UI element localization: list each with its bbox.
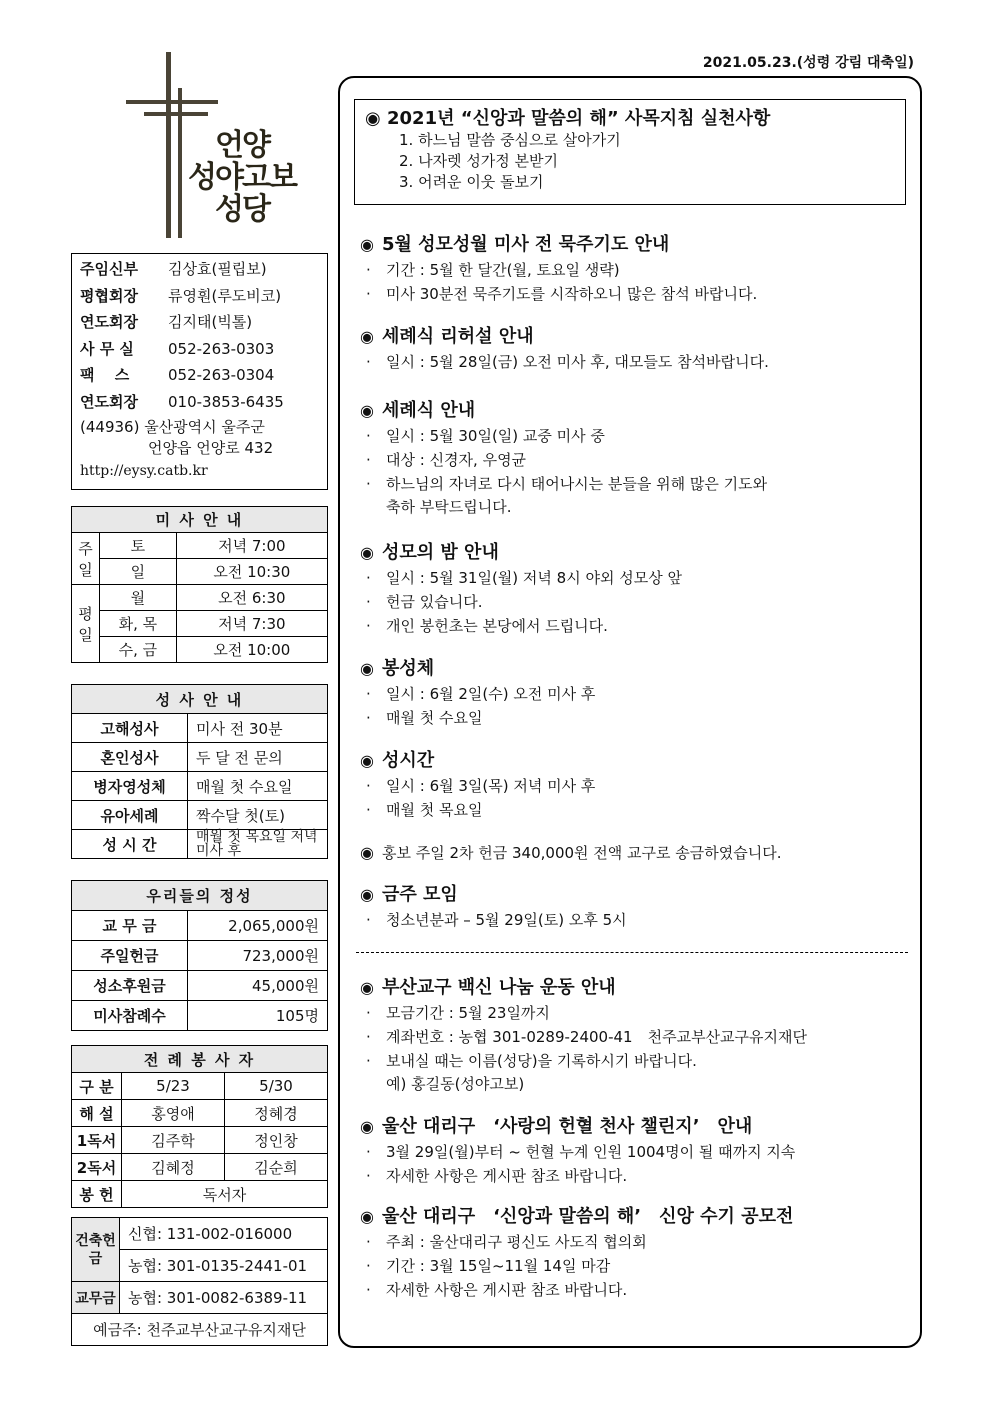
notice-item-continued: 예) 홍길동(성야고보) [386,1075,525,1093]
sacrament-key: 유아세례 [72,801,188,830]
server-name: 김순희 [225,1154,328,1181]
notice-title: 홍보 주일 2차 헌금 340,000원 전액 교구로 송금하였습니다. [381,844,782,862]
notice-item-text: 개인 봉헌초는 본당에서 드립니다. [386,617,608,635]
notice-title: 봉성체 [381,658,435,679]
info-key: 주임신부 [80,260,138,278]
marker-icon: ◉ [360,978,374,997]
sacrament-value: 매월 첫 수요일 [188,772,328,801]
bullet-icon: · [366,709,371,727]
notice-item [360,448,910,472]
notice-item-continued: 축하 부탁드립니다. [386,498,512,516]
address-line-2: 언양읍 언양로 432 [148,439,274,457]
guideline-item: 2. 나자렛 성가정 본받기 [399,152,559,170]
cross-icon [166,52,171,238]
bullet-icon: · [366,911,371,929]
offering-key: 성소후원금 [72,971,188,1001]
servers-role: 2독서 [72,1154,122,1181]
info-value: 김지태(빅톨) [168,313,253,331]
notice-item [360,350,910,374]
server-name: 김혜정 [122,1154,225,1181]
notice-title: 울산 대리구 ‘사랑의 헌혈 천사 챌린지’ 안내 [381,1116,753,1137]
notice-item [360,472,910,496]
marker-icon: ◉ [360,327,374,346]
bullet-icon: · [366,617,371,635]
notice-item-text: 청소년분과 – 5월 29일(토) 오후 5시 [386,911,627,929]
sacrament-key: 성 시 간 [72,830,188,859]
marker-icon: ◉ [360,1207,374,1226]
notice-item [360,798,910,822]
notice-item-text: 보내실 때는 이름(성당)을 기록하시기 바랍니다. [386,1052,697,1070]
notice-item-text: 일시 : 5월 31일(월) 저녁 8시 야외 성모상 앞 [386,569,682,587]
mass-day: 토 [100,533,177,559]
sacrament-key: 병자영성체 [72,772,188,801]
notice-section [360,324,910,374]
notice-item [360,706,910,730]
account-key: 건축헌금 [72,1218,120,1282]
notice-item-text: 헌금 있습니다. [386,593,483,611]
notice-item [360,424,910,448]
parish-info [71,253,328,490]
notice-item-text: 계좌번호 : 농협 301-0289-2400-41 천주교부산교구유지재단 [386,1028,807,1046]
mass-schedule-table [71,506,328,663]
notice-item-text: 미사 30분전 묵주기도를 시작하오니 많은 참석 바랍니다. [386,285,758,303]
account-number: 농협: 301-0135-2441-01 [120,1250,328,1282]
server-name: 정인창 [225,1127,328,1154]
notice-item [360,1164,910,1188]
bullet-icon: · [366,801,371,819]
marker-icon: ◉ [360,235,374,254]
account-key: 교무금 [72,1282,120,1314]
mass-day: 일 [100,559,177,585]
marker-icon: ◉ [360,885,374,904]
notice-item-text: 모금기간 : 5월 23일까지 [386,1004,550,1022]
marker-icon: ◉ [360,401,374,420]
notice-section [360,840,910,866]
bullet-icon: · [366,777,371,795]
parish-logo [122,52,296,242]
notice-title: 성모의 밤 안내 [381,542,499,563]
account-owner: 예금주: 천주교부산교구유지재단 [72,1314,328,1346]
notice-item [360,258,910,282]
offering-value: 105명 [188,1001,328,1031]
info-value: 052-263-0303 [168,339,275,358]
offering-value: 2,065,000원 [188,911,328,941]
notice-item [360,614,910,638]
parish-name-3: 성당 [215,192,269,227]
notice-item-text: 매월 첫 수요일 [386,709,483,727]
sacrament-value: 미사 전 30분 [188,714,328,743]
notice-item-text: 자세한 사항은 게시판 참조 바랍니다. [386,1167,628,1185]
servers-head: 구 분 [72,1073,122,1100]
info-value: 류영훤(루도비코) [168,286,282,305]
website-link[interactable]: http://eysy.catb.kr [80,463,208,479]
sacrament-value: 두 달 전 문의 [188,743,328,772]
guideline-title: 2021년 “신앙과 말씀의 해” 사목지침 실천사항 [387,108,771,129]
guideline-item: 3. 어려운 이웃 돌보기 [399,173,544,191]
servers-head: 5/23 [122,1073,225,1100]
offering-title: 우리들의 정성 [72,881,328,911]
notice-item-text: 하느님의 자녀로 다시 태어나시는 분들을 위해 많은 기도와 [386,475,768,493]
mass-time: 오전 10:30 [176,559,327,585]
bulletin-date: 2021.05.23.(성령 강림 대축일) [702,55,914,71]
bullet-icon: · [366,1233,371,1251]
info-key: 연도회장 [80,313,138,331]
offering-value: 45,000원 [188,971,328,1001]
notice-title: 세례식 리허설 안내 [381,326,534,347]
address-line-1: (44936) 울산광역시 울주군 [80,418,265,436]
servers-role: 봉 헌 [72,1181,122,1208]
info-key: 평협회장 [80,286,138,305]
notice-section [360,540,910,638]
notice-item-text: 기간 : 3월 15일~11월 14일 마감 [386,1257,611,1275]
notice-section [360,656,910,730]
marker-icon: ◉ [360,843,374,862]
notice-item [360,774,910,798]
bullet-icon: · [366,593,371,611]
mass-time: 저녁 7:30 [176,611,327,637]
notice-item-text: 일시 : 6월 3일(목) 저녁 미사 후 [386,777,596,795]
account-table [71,1217,328,1346]
notice-title: 세례식 안내 [381,400,476,421]
bullet-icon: · [366,1028,371,1046]
notice-title: 성시간 [381,750,435,771]
bullet-icon: · [366,569,371,587]
mass-time: 저녁 7:00 [176,533,327,559]
sacrament-title: 성 사 안 내 [72,685,328,714]
servers-role: 1독서 [72,1127,122,1154]
sacrament-table [71,684,328,859]
info-key: 팩 스 [80,366,130,384]
notice-item [360,1049,910,1073]
notice-item-text: 일시 : 6월 2일(수) 오전 미사 후 [386,685,596,703]
notice-item [360,566,910,590]
notice-title: 금주 모임 [381,884,458,905]
notice-item [360,590,910,614]
notice-item [360,1230,910,1254]
notice-section [360,882,910,932]
offering-value: 723,000원 [188,941,328,971]
offering-table [71,880,328,1031]
notice-title: 울산 대리구 ‘신앙과 말씀의 해’ 신앙 수기 공모전 [381,1206,794,1227]
notice-section [360,1114,910,1188]
marker-icon: ◉ [360,543,374,562]
notice-title: 5월 성모성월 미사 전 묵주기도 안내 [381,234,670,255]
notice-section [360,975,910,1095]
servers-head: 5/30 [225,1073,328,1100]
offering-key: 주일헌금 [72,941,188,971]
account-number: 농협: 301-0082-6389-11 [120,1282,328,1314]
sacrament-key: 고해성사 [72,714,188,743]
server-name: 김주학 [122,1127,225,1154]
marker-icon: ◉ [360,659,374,678]
notice-item-text: 주최 : 울산대리구 평신도 사도직 협의회 [386,1233,647,1251]
bullet-icon: · [366,475,371,493]
bullet-icon: · [366,1167,371,1185]
marker-icon: ◉ [365,108,381,129]
mass-time: 오전 10:00 [176,637,327,663]
notice-section [360,748,910,822]
notice-title: 부산교구 백신 나눔 운동 안내 [381,977,616,998]
bullet-icon: · [366,1281,371,1299]
mass-day: 화, 목 [100,611,177,637]
notice-item-text: 매월 첫 목요일 [386,801,483,819]
liturgy-servers-table [71,1045,328,1208]
notice-item [360,1140,910,1164]
bullet-icon: · [366,1004,371,1022]
notice-item [360,908,910,932]
info-value: 052-263-0304 [168,366,275,384]
info-key: 연도회장 [80,392,138,411]
sunday-label: 주일 [72,533,100,585]
server-name: 정혜경 [225,1100,328,1127]
notice-item [360,1025,910,1049]
bullet-icon: · [366,261,371,279]
cross-bar [126,100,218,104]
guideline-item: 1. 하느님 말씀 중심으로 살아가기 [399,131,621,149]
mass-day: 월 [100,585,177,611]
notice-item-text: 일시 : 5월 30일(일) 교중 미사 중 [386,427,605,445]
info-value: 김상효(필립보) [168,260,267,278]
sacrament-value: 매월 첫 목요일 저녁미사 후 [188,830,328,859]
bullet-icon: · [366,353,371,371]
notice-item-text: 대상 : 신경자, 우영균 [386,451,527,469]
sacrament-value: 짝수달 첫(토) [188,801,328,830]
server-name: 독서자 [122,1181,328,1208]
notice-item-text: 자세한 사항은 게시판 참조 바랍니다. [386,1281,628,1299]
notice-item [360,1278,910,1302]
notice-section [360,398,910,518]
servers-role: 해 설 [72,1100,122,1127]
parish-name [182,130,302,226]
notice-item-text: 기간 : 5월 한 달간(월, 토요일 생략) [386,261,620,279]
cross-bar-2 [144,112,208,116]
bullet-icon: · [366,451,371,469]
bullet-icon: · [366,285,371,303]
offering-key: 교 무 금 [72,911,188,941]
bullet-icon: · [366,1257,371,1275]
mass-time: 오전 6:30 [176,585,327,611]
parish-name-1: 언양 [215,128,269,163]
section-divider [356,952,908,953]
offering-key: 미사참례수 [72,1001,188,1031]
notice-item [360,1001,910,1025]
info-value: 010-3853-6435 [168,392,284,411]
bullet-icon: · [366,1052,371,1070]
servers-title: 전 례 봉 사 자 [72,1046,328,1073]
server-name: 홍영애 [122,1100,225,1127]
notice-section [360,1204,910,1302]
account-number: 신협: 131-002-016000 [120,1218,328,1250]
mass-title: 미 사 안 내 [72,507,328,533]
weekday-label: 평일 [72,585,100,663]
marker-icon: ◉ [360,751,374,770]
info-key: 사 무 실 [80,339,134,358]
sacrament-key: 혼인성사 [72,743,188,772]
bullet-icon: · [366,1143,371,1161]
marker-icon: ◉ [360,1117,374,1136]
bullet-icon: · [366,427,371,445]
notice-item [360,682,910,706]
notice-item-text: 일시 : 5월 28일(금) 오전 미사 후, 대모들도 참석바랍니다. [386,353,769,371]
notice-item-text: 3월 29일(월)부터 ~ 헌혈 누계 인원 1004명이 될 때까지 지속 [386,1143,796,1161]
parish-name-2: 성야고보 [188,160,296,195]
mass-day: 수, 금 [100,637,177,663]
notice-section [360,232,910,306]
notice-item [360,282,910,306]
notice-item [360,1254,910,1278]
pastoral-guideline-box [354,99,906,205]
bullet-icon: · [366,685,371,703]
